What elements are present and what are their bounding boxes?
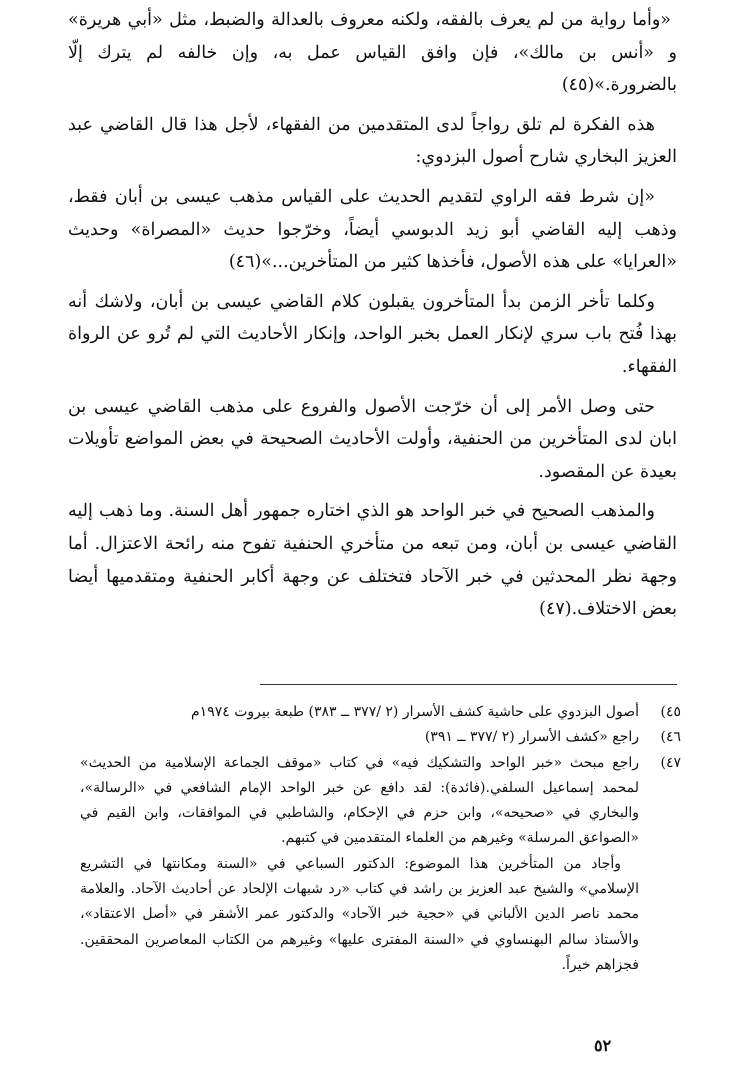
footnote-text	[80, 725, 639, 750]
footnote-45	[80, 700, 681, 725]
main-text	[68, 4, 677, 633]
paragraph-bukhari-intro: هذه الفكرة لم تلق رواجاً لدى المتقدمين من الفقهاء، لأجل هذا قال القاضي عبد العزيز البخاري شارح أصول البزدوي:	[68, 114, 677, 168]
footnote-paragraph: راجع «كشف الأسرار (٢ /٣٧٧ ــ ٣٩١)	[424, 729, 639, 746]
footnote-divider	[260, 684, 677, 685]
footnote-number: ٤٥)	[660, 704, 681, 720]
footnote-text	[80, 751, 639, 979]
page-number: ٥٢	[594, 1036, 612, 1055]
footnote-47	[80, 751, 681, 979]
paragraph-correct-view: والمذهب الصحيح في خبر الواحد هو الذي اختاره جمهور أهل السنة. وما ذهب إليه القاضي عيسى بن أبان، ومن تبعه من متأخري الحنفية تفوح منه رائحة الاعتزال. أما وجهة نظر المحدثين في خبر الآحاد فتختلف عن وجهة أكابر الحنفية ومتقدميها أيضا بعض الاختلاف.(٤٧)	[68, 501, 677, 620]
footnote-number: ٤٧)	[660, 754, 681, 771]
paragraph-quote-abu-huraira: «وأما رواية من لم يعرف بالفقه، ولكنه معروف بالعدالة والضبط، مثل «أبي هريرة» و «أنس بن مالك»، فإن وافق القياس عمل به، وإن خالفه لم يترك إلّا بالضرورة.»(٤٥)	[68, 10, 677, 96]
footnote-paragraph: وأجاد من المتأخرين هذا الموضوع: الدكتور السباعي في «السنة ومكانتها في التشريع الإسلامي» والشيخ عبد العزيز بن راشد في كتاب «رد شبهات الإلحاد عن أحاديث الآحاد. والعلامة محمد ناصر الدين الألباني في «حجية خبر الآحاد» والدكتور عمر الأشقر في «أصل الاعتقاد»، والأستاذ سالم البهنساوي في «السنة المفترى عليها» وغيرهم من الكتاب المعاصرين المحققين. فجزاهم خيراً.	[80, 855, 639, 973]
footnote-paragraph: راجع مبحث «خبر الواحد والتشكيك فيه» في كتاب «موقف الجماعة الإسلامية من الحديث» لمحمد إسماعيل السلفي.(فائدة): لقد دافع عن خبر الواحد الإمام الشافعي في «الرسالة»، والبخاري في «صحيحه»، وابن حزم في الإحكام، والشاطبي في الموافقات، وابن القيم في «الصواعق المرسلة» وغيرهم من العلماء المتقدمين في كتبهم.	[80, 754, 639, 847]
footnotes	[80, 700, 681, 978]
footnote-46	[80, 725, 681, 750]
footnote-text	[80, 700, 639, 725]
footnote-number: ٤٦)	[660, 729, 681, 746]
footnote-paragraph: أصول البزدوي على حاشية كشف الأسرار (٢ /٣٧٧ ــ ٣٨٣) طبعة بيروت ١٩٧٤م	[191, 704, 639, 720]
paragraph-hanafi-principles: حتى وصل الأمر إلى أن خرّجت الأصول والفروع على مذهب القاضي عيسى بن ابان لدى المتأخرين من الحنفية، وأولت الأحاديث الصحيحة في بعض المواضع تأويلات بعيدة عن المقصود.	[68, 396, 677, 482]
paragraph-later-scholars: وكلما تأخر الزمن بدأ المتأخرون يقبلون كلام القاضي عيسى بن أبان، ولاشك أنه بهذا فُتح باب سري لإنكار العمل بخبر الواحد، وإنكار الأحاديث التي لم تُرو عن الرواة الفقهاء.	[68, 291, 677, 377]
paragraph-quote-isa-ibn-aban: «إن شرط فقه الراوي لتقديم الحديث على القياس مذهب عيسى بن أبان فقط، وذهب إليه القاضي أبو زيد الدبوسي أيضاً، وخرّجوا حديث «المصراة» وحديث «العرايا» على هذه الأصول، فأخذها كثير من المتأخرين...»(٤٦)	[68, 186, 677, 273]
